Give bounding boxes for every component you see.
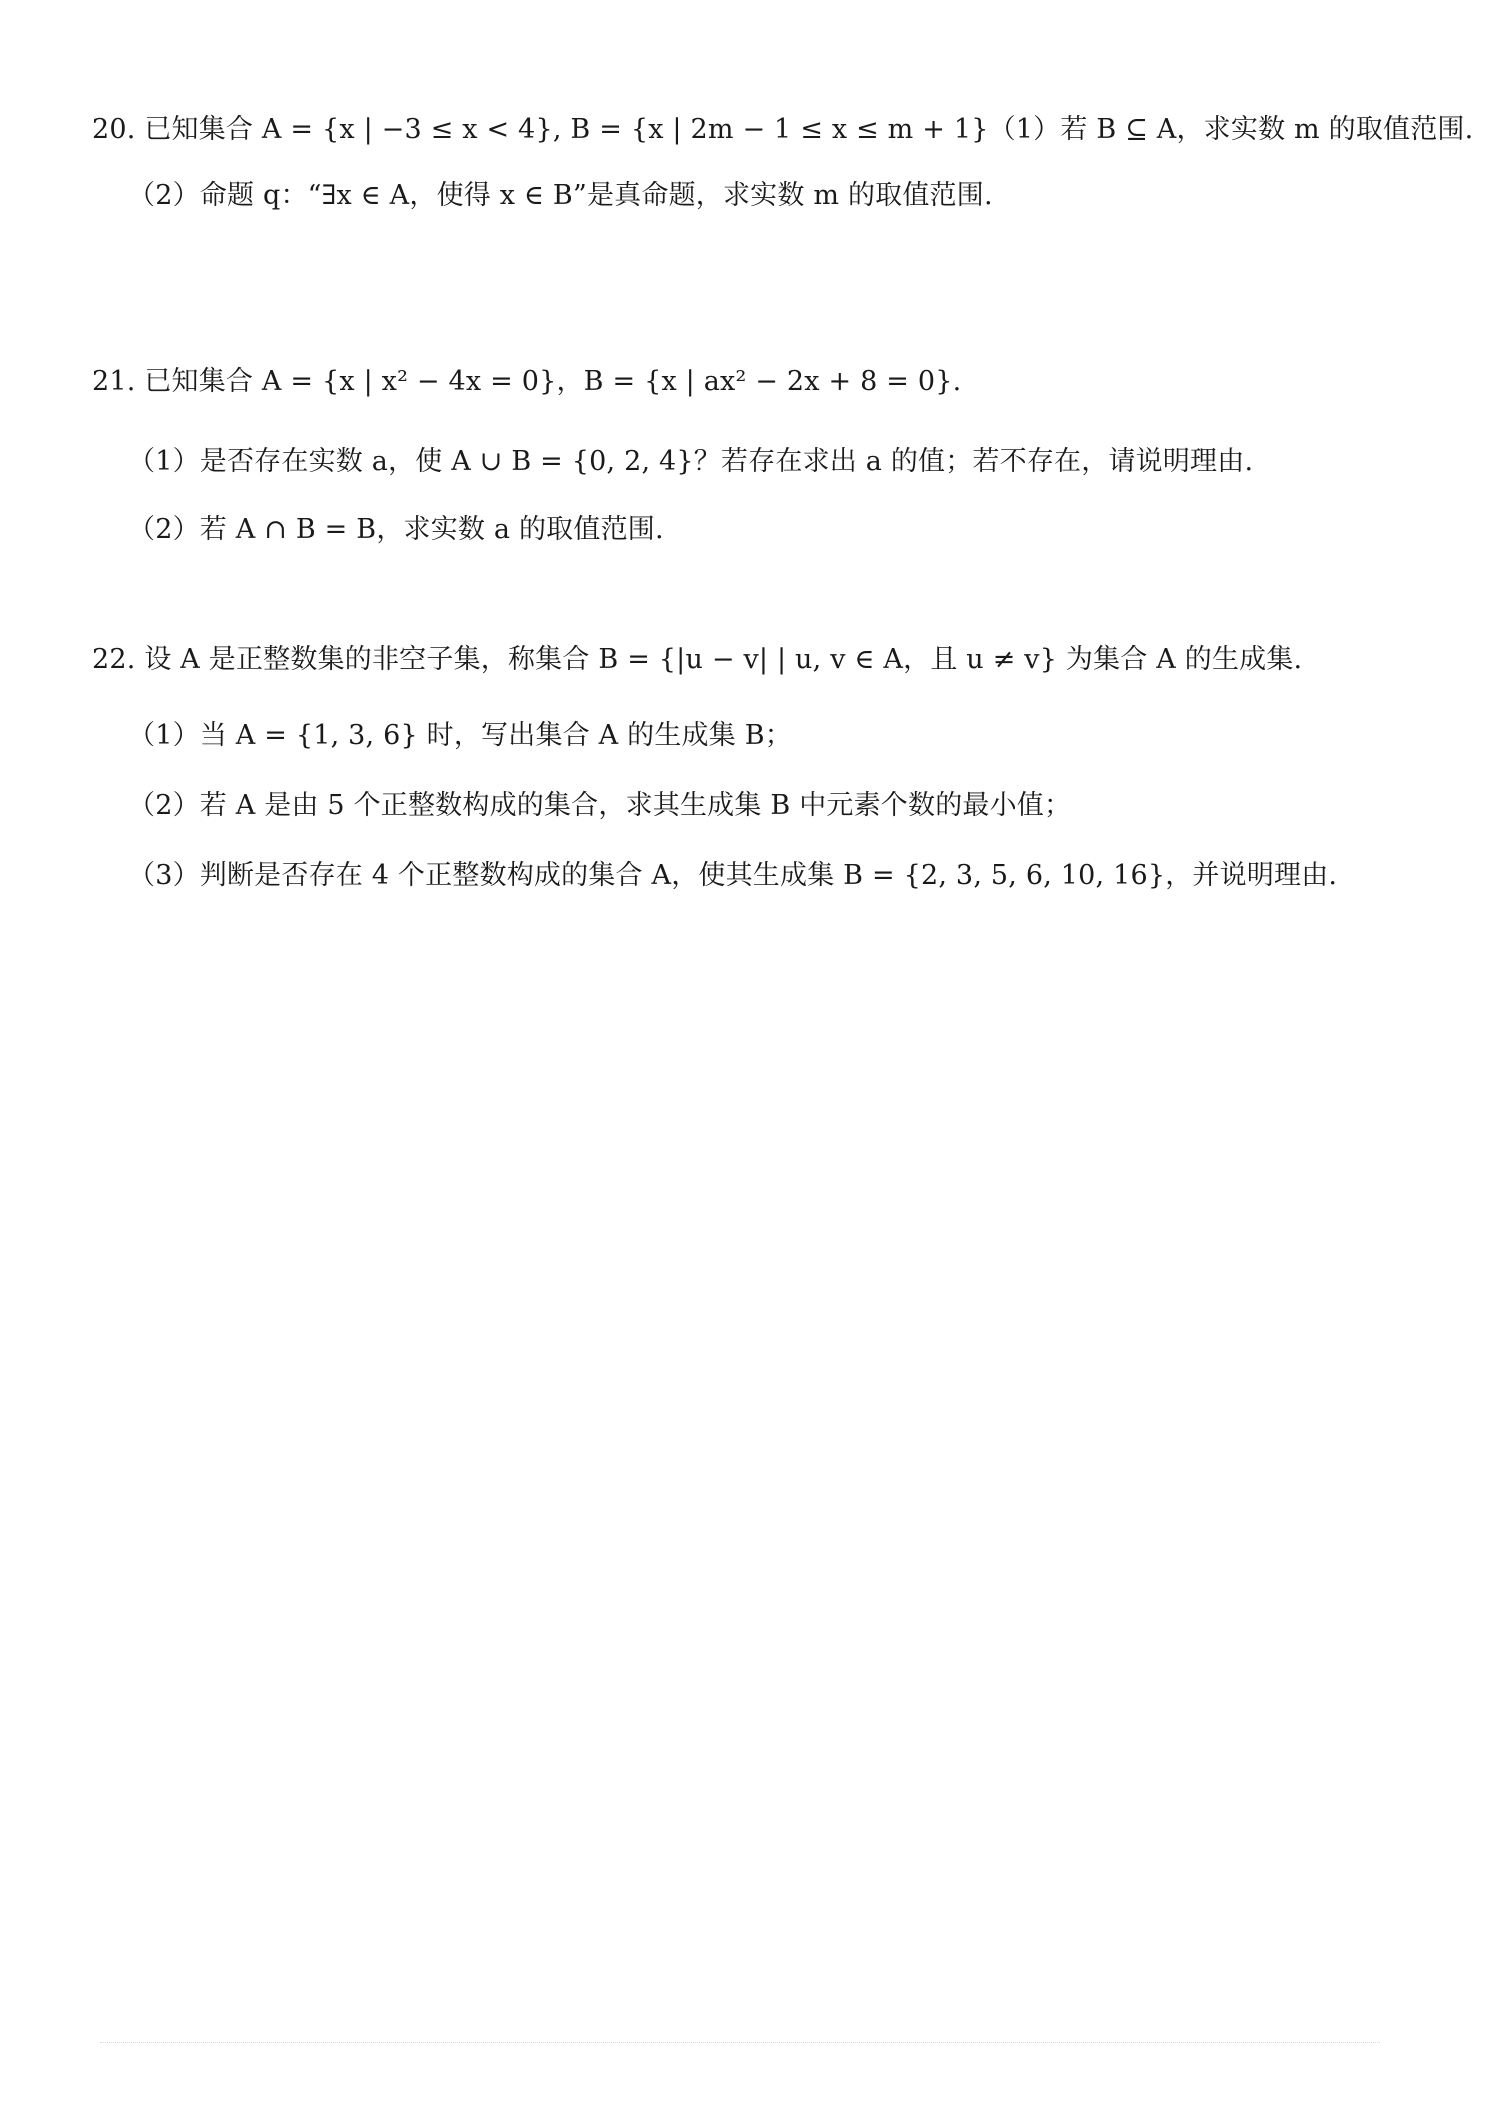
question-21-part-2: （2）若 A ∩ B = B，求实数 a 的取值范围. xyxy=(128,514,664,545)
question-22-part-1: （1）当 A = {1, 3, 6} 时，写出集合 A 的生成集 B； xyxy=(128,720,792,751)
question-20-part-2: （2）命题 q：“∃x ∈ A，使得 x ∈ B”是真命题，求实数 m 的取值范围. xyxy=(128,180,993,211)
question-21-part-1: （1）是否存在实数 a，使 A ∪ B = {0, 2, 4}？若存在求出 a 的值；若不存在，请说明理由. xyxy=(128,446,1254,477)
question-22-part-2: （2）若 A 是由 5 个正整数构成的集合，求其生成集 B 中元素个数的最小值； xyxy=(128,790,1072,821)
page-bottom-divider xyxy=(100,2042,1380,2043)
question-21-stem: 21. 已知集合 A = {x | x² − 4x = 0}，B = {x | ax² − 2x + 8 = 0}. xyxy=(92,366,962,397)
question-20-stem: 20. 已知集合 A = {x | −3 ≤ x < 4}, B = {x | 2m − 1 ≤ x ≤ m + 1}（1）若 B ⊆ A，求实数 m 的取值范围. xyxy=(92,114,1474,145)
question-22-stem: 22. 设 A 是正整数集的非空子集，称集合 B = {|u − v| | u, v ∈ A，且 u ≠ v} 为集合 A 的生成集. xyxy=(92,644,1303,675)
question-22-part-3: （3）判断是否存在 4 个正整数构成的集合 A，使其生成集 B = {2, 3, 5, 6, 10, 16}，并说明理由. xyxy=(128,860,1338,891)
